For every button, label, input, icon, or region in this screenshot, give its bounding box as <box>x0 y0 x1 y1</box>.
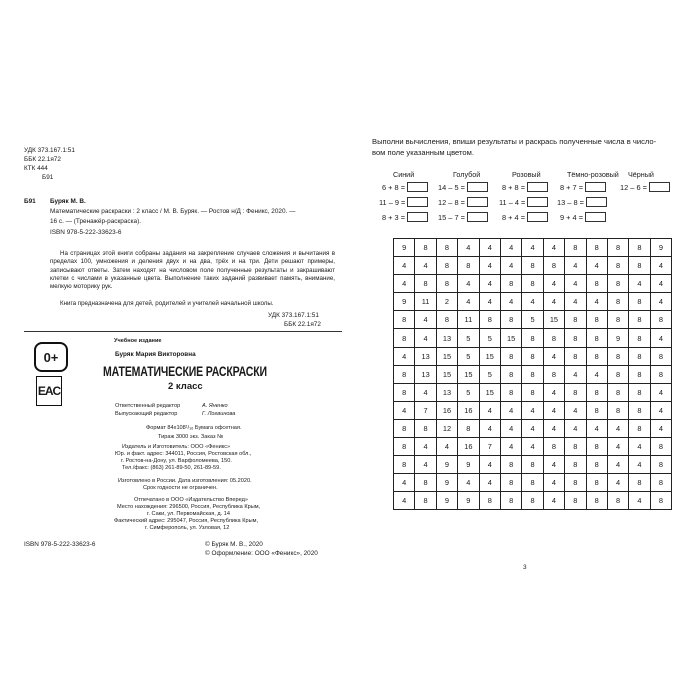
grid-cell[interactable]: 15 <box>543 311 564 329</box>
grid-cell[interactable]: 15 <box>458 365 479 383</box>
grid-cell[interactable]: 4 <box>543 383 564 401</box>
grid-cell[interactable]: 4 <box>436 438 457 456</box>
grid-cell[interactable]: 8 <box>543 438 564 456</box>
grid-cell[interactable]: 8 <box>500 365 521 383</box>
grid-cell[interactable]: 4 <box>415 257 436 275</box>
grid-cell[interactable]: 13 <box>415 347 436 365</box>
grid-cell[interactable]: 4 <box>415 438 436 456</box>
grid-cell[interactable]: 8 <box>650 456 671 474</box>
copyright-author: © Буряк М. В., 2020 <box>205 541 263 548</box>
grid-cell[interactable]: 4 <box>565 275 586 293</box>
grid-cell[interactable]: 4 <box>586 365 607 383</box>
udk-right: УДК 373.167.1:51 <box>268 312 319 319</box>
grid-cell[interactable]: 8 <box>607 257 628 275</box>
grid-cell[interactable]: 8 <box>500 456 521 474</box>
grid-cell[interactable]: 8 <box>607 311 628 329</box>
grid-cell[interactable]: 8 <box>629 474 650 492</box>
grid-cell[interactable]: 9 <box>436 456 457 474</box>
grid-cell[interactable]: 4 <box>479 456 500 474</box>
grid-cell[interactable]: 4 <box>650 401 671 419</box>
publisher-line-3: г. Ростов-на-Дону, ул. Варфоломеева, 150. <box>121 458 232 464</box>
made-line-1: Изготовлено в России. Дата изготовления: 05.2020. <box>118 478 252 484</box>
grid-cell[interactable]: 8 <box>522 474 543 492</box>
grid-cell[interactable]: 4 <box>586 257 607 275</box>
grid-cell[interactable]: 11 <box>458 311 479 329</box>
grid-cell[interactable]: 5 <box>458 347 479 365</box>
grid-cell[interactable]: 4 <box>394 275 415 293</box>
grid-cell[interactable]: 8 <box>607 365 628 383</box>
grid-cell[interactable]: 8 <box>607 293 628 311</box>
grid-cell[interactable]: 4 <box>586 419 607 437</box>
grid-cell[interactable]: 8 <box>500 275 521 293</box>
class-code: Б91 <box>42 174 54 181</box>
grid-cell[interactable]: 4 <box>565 257 586 275</box>
answer-box[interactable] <box>585 182 606 192</box>
answer-box[interactable] <box>649 182 670 192</box>
grid-cell[interactable]: 8 <box>436 275 457 293</box>
grid-cell[interactable]: 8 <box>607 401 628 419</box>
grid-cell[interactable]: 8 <box>565 438 586 456</box>
grid-cell[interactable]: 8 <box>522 347 543 365</box>
grid-cell[interactable]: 8 <box>607 275 628 293</box>
editor-role: Ответственный редактор <box>115 403 181 409</box>
grid-cell[interactable]: 8 <box>586 275 607 293</box>
number-grid <box>393 238 672 510</box>
answer-box[interactable] <box>586 197 607 207</box>
grid-cell[interactable]: 8 <box>650 438 671 456</box>
biblio-line-2: 16 с. — (Тренажёр-раскраска). <box>50 218 141 225</box>
grid-cell[interactable]: 8 <box>522 257 543 275</box>
grid-cell[interactable]: 8 <box>500 347 521 365</box>
grid-cell[interactable]: 4 <box>565 293 586 311</box>
grid-cell[interactable]: 4 <box>565 401 586 419</box>
grid-cell[interactable]: 4 <box>607 474 628 492</box>
annotation-1: На страницах этой книги собраны задания на закрепление случаев сложения и вычитания в пределах 100, умножения и деления двух и на два, трёх и на три. Дети решают примеры, записывают ответы. Затем находят на числовом поле полученные результаты и закрашивают клетки с числами в указанные цвета. Выполнение таких заданий развивает память, внимание, мелкую моторику рук. <box>50 250 335 291</box>
exercise: 6 + 8 = <box>382 182 428 192</box>
bbk-code: ББК 22.1я72 <box>24 156 61 163</box>
grid-cell[interactable]: 4 <box>522 419 543 437</box>
grid-cell[interactable]: 7 <box>479 438 500 456</box>
release-role: Выпускающий редактор <box>115 411 178 417</box>
grid-cell[interactable]: 8 <box>629 365 650 383</box>
answer-box[interactable] <box>467 182 488 192</box>
udk-code: УДК 373.167.1:51 <box>24 147 75 154</box>
answer-box[interactable] <box>467 212 488 222</box>
exercise: 15 – 7 = <box>438 212 488 222</box>
exercise: 8 + 8 = <box>502 182 548 192</box>
annotation-2: Книга предназначена для детей, родителей и учителей начальной школы. <box>60 300 274 307</box>
grid-cell[interactable]: 4 <box>629 438 650 456</box>
grid-cell[interactable]: 4 <box>394 257 415 275</box>
grid-cell[interactable]: 4 <box>394 347 415 365</box>
publisher-line-2: Юр. и факт. адрес: 344011, Россия, Ростовская обл., <box>115 451 252 457</box>
printed-line-3: г. Саки, ул. Первомайская, д. 14 <box>147 511 230 517</box>
grid-cell[interactable]: 4 <box>522 438 543 456</box>
biblio-line-1: Математические раскраски : 2 класс / М. В. Буряк. — Ростов н/Д : Феникс, 2020. — <box>50 208 296 215</box>
grid-cell[interactable]: 8 <box>650 347 671 365</box>
edition-type: Учебное издание <box>114 338 162 344</box>
grid-cell[interactable]: 16 <box>458 401 479 419</box>
book-title: МАТЕМАТИЧЕСКИЕ РАСКРАСКИ <box>103 364 267 379</box>
exercise: 14 – 5 = <box>438 182 488 192</box>
grid-row <box>394 419 672 437</box>
exercise: 8 + 3 = <box>382 212 428 222</box>
grid-cell[interactable]: 9 <box>394 239 415 257</box>
grid-row <box>394 438 672 456</box>
grid-cell[interactable]: 8 <box>543 329 564 347</box>
grid-row <box>394 456 672 474</box>
grid-cell[interactable]: 4 <box>500 293 521 311</box>
grid-cell[interactable]: 8 <box>522 456 543 474</box>
grid-cell[interactable]: 4 <box>479 239 500 257</box>
grid-row <box>394 311 672 329</box>
grid-cell[interactable]: 15 <box>479 383 500 401</box>
exercise: 9 + 4 = <box>560 212 606 222</box>
grid-row <box>394 474 672 492</box>
grid-cell[interactable]: 4 <box>607 456 628 474</box>
grid-cell[interactable]: 4 <box>543 492 564 510</box>
grid-cell[interactable]: 4 <box>650 419 671 437</box>
grid-cell[interactable]: 4 <box>415 456 436 474</box>
exercise: 11 – 4 = <box>499 197 548 207</box>
grid-cell[interactable]: 4 <box>650 257 671 275</box>
exercise: 12 – 8 = <box>438 197 488 207</box>
grid-cell[interactable]: 8 <box>629 347 650 365</box>
grid-cell[interactable]: 8 <box>650 365 671 383</box>
grid-row <box>394 239 672 257</box>
grid-cell[interactable]: 4 <box>522 239 543 257</box>
grid-row <box>394 365 672 383</box>
answer-box[interactable] <box>407 197 428 207</box>
grid-cell[interactable]: 4 <box>543 293 564 311</box>
grid-cell[interactable]: 4 <box>650 275 671 293</box>
grid-cell[interactable]: 8 <box>479 311 500 329</box>
grid-cell[interactable]: 15 <box>436 365 457 383</box>
grid-cell[interactable]: 8 <box>565 474 586 492</box>
grid-cell[interactable]: 8 <box>629 401 650 419</box>
grid-cell[interactable]: 8 <box>607 347 628 365</box>
exercise: 8 + 7 = <box>560 182 606 192</box>
grid-row <box>394 257 672 275</box>
grid-cell[interactable]: 15 <box>500 329 521 347</box>
grid-cell[interactable]: 4 <box>394 474 415 492</box>
grid-row <box>394 293 672 311</box>
grid-row <box>394 347 672 365</box>
grid-cell[interactable]: 4 <box>458 474 479 492</box>
grid-cell[interactable]: 4 <box>479 419 500 437</box>
grid-cell[interactable]: 13 <box>436 329 457 347</box>
release-name: Г. Логвинова <box>202 411 236 417</box>
grid-cell[interactable]: 8 <box>629 383 650 401</box>
grid-cell[interactable]: 9 <box>650 239 671 257</box>
grid-cell[interactable]: 4 <box>415 311 436 329</box>
grid-cell[interactable]: 8 <box>543 257 564 275</box>
grid-cell[interactable]: 8 <box>500 383 521 401</box>
grid-cell[interactable]: 8 <box>586 347 607 365</box>
grid-cell[interactable]: 4 <box>394 492 415 510</box>
grid-cell[interactable]: 8 <box>650 311 671 329</box>
exercise: 13 – 8 = <box>557 197 607 207</box>
grid-cell[interactable]: 8 <box>415 275 436 293</box>
grid-cell[interactable]: 8 <box>586 311 607 329</box>
grid-cell[interactable]: 4 <box>565 419 586 437</box>
answer-box[interactable] <box>467 197 488 207</box>
grid-cell[interactable]: 15 <box>479 347 500 365</box>
publisher-line-4: Тел./факс: (863) 261-89-50, 261-89-59. <box>122 465 221 471</box>
grid-cell[interactable]: 4 <box>607 419 628 437</box>
answer-box[interactable] <box>585 212 606 222</box>
grid-cell[interactable]: 4 <box>415 383 436 401</box>
grid-cell[interactable]: 4 <box>607 438 628 456</box>
grid-cell[interactable]: 8 <box>586 438 607 456</box>
grid-cell[interactable]: 8 <box>586 456 607 474</box>
grid-cell[interactable]: 8 <box>436 257 457 275</box>
grid-cell[interactable]: 4 <box>650 329 671 347</box>
color-label-pink: Розовый <box>512 170 541 179</box>
grid-cell[interactable]: 8 <box>500 492 521 510</box>
grid-cell[interactable]: 15 <box>436 347 457 365</box>
grid-cell[interactable]: 13 <box>436 383 457 401</box>
grid-cell[interactable]: 8 <box>543 365 564 383</box>
grid-cell[interactable]: 8 <box>458 257 479 275</box>
grid-cell[interactable]: 5 <box>479 365 500 383</box>
grid-cell[interactable]: 8 <box>629 257 650 275</box>
grid-cell[interactable]: 5 <box>479 329 500 347</box>
grid-cell[interactable]: 4 <box>500 257 521 275</box>
grid-cell[interactable]: 8 <box>479 492 500 510</box>
grid-cell[interactable]: 8 <box>565 347 586 365</box>
grid-cell[interactable]: 13 <box>415 365 436 383</box>
grid-cell[interactable]: 8 <box>522 383 543 401</box>
grid-cell[interactable]: 8 <box>415 419 436 437</box>
publisher-line-1: Издатель и Изготовитель: ООО «Феникс» <box>122 444 231 450</box>
made-line-2: Срок годности не ограничен. <box>143 485 218 491</box>
color-label-black: Чёрный <box>628 170 654 179</box>
grid-cell[interactable]: 4 <box>543 401 564 419</box>
exercise: 8 + 4 = <box>502 212 548 222</box>
grid-cell[interactable]: 8 <box>629 311 650 329</box>
printed-line-5: г. Симферополь, ул. Узловая, 12 <box>145 525 230 531</box>
task-line-2: вом поле указанным цветом. <box>372 148 474 157</box>
grid-cell[interactable]: 4 <box>543 239 564 257</box>
eac-mark-icon: EAC <box>36 376 62 406</box>
answer-box[interactable] <box>527 197 548 207</box>
grid-cell[interactable]: 8 <box>522 275 543 293</box>
grid-cell[interactable]: 9 <box>458 456 479 474</box>
color-label-darkpink: Тёмно-розовый <box>567 170 619 179</box>
grid-cell[interactable]: 8 <box>586 401 607 419</box>
exercise: 11 – 9 = <box>379 197 428 207</box>
grid-cell[interactable]: 8 <box>394 438 415 456</box>
age-rating-badge: 0+ <box>34 342 68 372</box>
grid-cell[interactable]: 9 <box>436 492 457 510</box>
grid-cell[interactable]: 5 <box>458 329 479 347</box>
grid-cell[interactable]: 8 <box>586 492 607 510</box>
grid-cell[interactable]: 8 <box>522 365 543 383</box>
exercise: 12 – 6 = <box>620 182 670 192</box>
grid-cell[interactable]: 8 <box>586 474 607 492</box>
grid-cell[interactable]: 4 <box>479 474 500 492</box>
task-line-1: Выполни вычисления, впиши результаты и раскрась полученные числа в число- <box>372 137 657 146</box>
grid-cell[interactable]: 8 <box>565 311 586 329</box>
grid-cell[interactable]: 9 <box>436 474 457 492</box>
grid-cell[interactable]: 8 <box>565 383 586 401</box>
grid-cell[interactable]: 16 <box>436 401 457 419</box>
printed-line-2: Место нахождения: 296500, Россия, Республика Крым, <box>117 504 261 510</box>
grid-cell[interactable]: 8 <box>629 239 650 257</box>
grid-cell[interactable]: 4 <box>543 456 564 474</box>
isbn-bottom: ISBN 978-5-222-33623-6 <box>24 541 96 548</box>
grid-cell[interactable]: 8 <box>436 311 457 329</box>
color-label-blue: Синий <box>393 170 415 179</box>
grid-cell[interactable]: 9 <box>607 329 628 347</box>
grid-cell[interactable]: 8 <box>629 419 650 437</box>
grid-cell[interactable]: 8 <box>565 492 586 510</box>
grid-cell[interactable]: 4 <box>565 365 586 383</box>
grid-cell[interactable]: 11 <box>415 293 436 311</box>
grid-cell[interactable]: 4 <box>500 419 521 437</box>
grid-cell[interactable]: 4 <box>543 419 564 437</box>
answer-box[interactable] <box>527 182 548 192</box>
grid-cell[interactable]: 7 <box>415 401 436 419</box>
grid-row <box>394 383 672 401</box>
grid-cell[interactable]: 8 <box>565 456 586 474</box>
grid-cell[interactable]: 4 <box>479 293 500 311</box>
format-line: Формат 84х108¹/₁₆ Бумага офсетная. <box>146 425 242 431</box>
grid-cell[interactable]: 4 <box>522 293 543 311</box>
grid-cell[interactable]: 4 <box>543 474 564 492</box>
grid-cell[interactable]: 8 <box>522 492 543 510</box>
copyright-design: © Оформление: ООО «Феникс», 2020 <box>205 550 318 557</box>
grid-row <box>394 329 672 347</box>
bbk-right: ББК 22.1я72 <box>284 321 321 328</box>
grid-cell[interactable]: 8 <box>629 293 650 311</box>
grid-cell[interactable]: 8 <box>415 474 436 492</box>
editor-name: А. Яненко <box>202 403 228 409</box>
grid-cell[interactable]: 4 <box>586 293 607 311</box>
author-code: Б91 <box>24 198 36 205</box>
grid-row <box>394 275 672 293</box>
author-heading: Буряк М. В. <box>50 198 86 205</box>
grid-cell[interactable]: 4 <box>629 275 650 293</box>
grid-cell[interactable]: 5 <box>458 383 479 401</box>
grid-cell[interactable]: 8 <box>607 492 628 510</box>
grid-cell[interactable]: 8 <box>565 239 586 257</box>
print-line: Тираж 3000 экз. Заказ № <box>158 434 224 440</box>
grid-cell[interactable]: 8 <box>629 329 650 347</box>
grid-cell[interactable]: 8 <box>522 329 543 347</box>
grid-cell[interactable]: 9 <box>458 492 479 510</box>
grid-cell[interactable]: 8 <box>650 474 671 492</box>
author-full: Буряк Мария Викторовна <box>115 351 196 358</box>
grid-cell[interactable]: 4 <box>650 293 671 311</box>
printed-line-4: Фактический адрес: 295047, Россия, Республика Крым, <box>114 518 259 524</box>
grid-cell[interactable]: 8 <box>586 329 607 347</box>
grid-cell[interactable]: 4 <box>500 438 521 456</box>
grid-cell[interactable]: 4 <box>458 275 479 293</box>
grid-cell[interactable]: 4 <box>479 401 500 419</box>
grid-cell[interactable]: 8 <box>500 474 521 492</box>
grid-cell[interactable]: 4 <box>479 275 500 293</box>
grid-cell[interactable]: 8 <box>415 492 436 510</box>
color-label-lightblue: Голубой <box>453 170 481 179</box>
grid-cell[interactable]: 8 <box>394 329 415 347</box>
page-number: 3 <box>523 564 527 571</box>
grid-cell[interactable]: 9 <box>394 293 415 311</box>
grid-cell[interactable]: 4 <box>629 492 650 510</box>
grid-cell[interactable]: 4 <box>543 275 564 293</box>
grid-cell[interactable]: 8 <box>394 365 415 383</box>
grid-cell[interactable]: 8 <box>394 311 415 329</box>
grid-cell[interactable]: 8 <box>394 456 415 474</box>
grid-cell[interactable]: 8 <box>607 383 628 401</box>
grid-cell[interactable]: 4 <box>500 401 521 419</box>
printed-line-1: Отпечатано в ООО «Издательство Вперед» <box>134 497 248 503</box>
answer-box[interactable] <box>407 212 428 222</box>
book-grade: 2 класс <box>168 381 203 392</box>
grid-cell[interactable]: 4 <box>543 347 564 365</box>
answer-box[interactable] <box>407 182 428 192</box>
grid-cell[interactable]: 5 <box>522 311 543 329</box>
grid-cell[interactable]: 4 <box>458 239 479 257</box>
grid-cell[interactable]: 8 <box>458 419 479 437</box>
grid-cell[interactable]: 8 <box>415 239 436 257</box>
grid-cell[interactable]: 4 <box>650 383 671 401</box>
grid-cell[interactable]: 4 <box>458 293 479 311</box>
grid-cell[interactable]: 8 <box>565 329 586 347</box>
answer-box[interactable] <box>527 212 548 222</box>
grid-cell[interactable]: 4 <box>522 401 543 419</box>
grid-cell[interactable]: 8 <box>586 239 607 257</box>
isbn-top: ISBN 978-5-222-33623-6 <box>50 229 122 236</box>
grid-cell[interactable]: 4 <box>500 239 521 257</box>
grid-row <box>394 492 672 510</box>
divider <box>24 331 342 332</box>
grid-cell[interactable]: 8 <box>436 239 457 257</box>
grid-row <box>394 401 672 419</box>
grid-cell[interactable]: 8 <box>500 311 521 329</box>
grid-cell[interactable]: 4 <box>479 257 500 275</box>
grid-cell[interactable]: 4 <box>629 456 650 474</box>
grid-cell[interactable]: 8 <box>650 492 671 510</box>
grid-cell[interactable]: 8 <box>394 419 415 437</box>
ktk-code: КТК 444 <box>24 165 48 172</box>
grid-cell[interactable]: 4 <box>415 329 436 347</box>
grid-cell[interactable]: 8 <box>607 239 628 257</box>
grid-cell[interactable]: 4 <box>394 401 415 419</box>
grid-cell[interactable]: 8 <box>586 383 607 401</box>
grid-cell[interactable]: 2 <box>436 293 457 311</box>
grid-cell[interactable]: 8 <box>394 383 415 401</box>
grid-cell[interactable]: 12 <box>436 419 457 437</box>
grid-cell[interactable]: 16 <box>458 438 479 456</box>
